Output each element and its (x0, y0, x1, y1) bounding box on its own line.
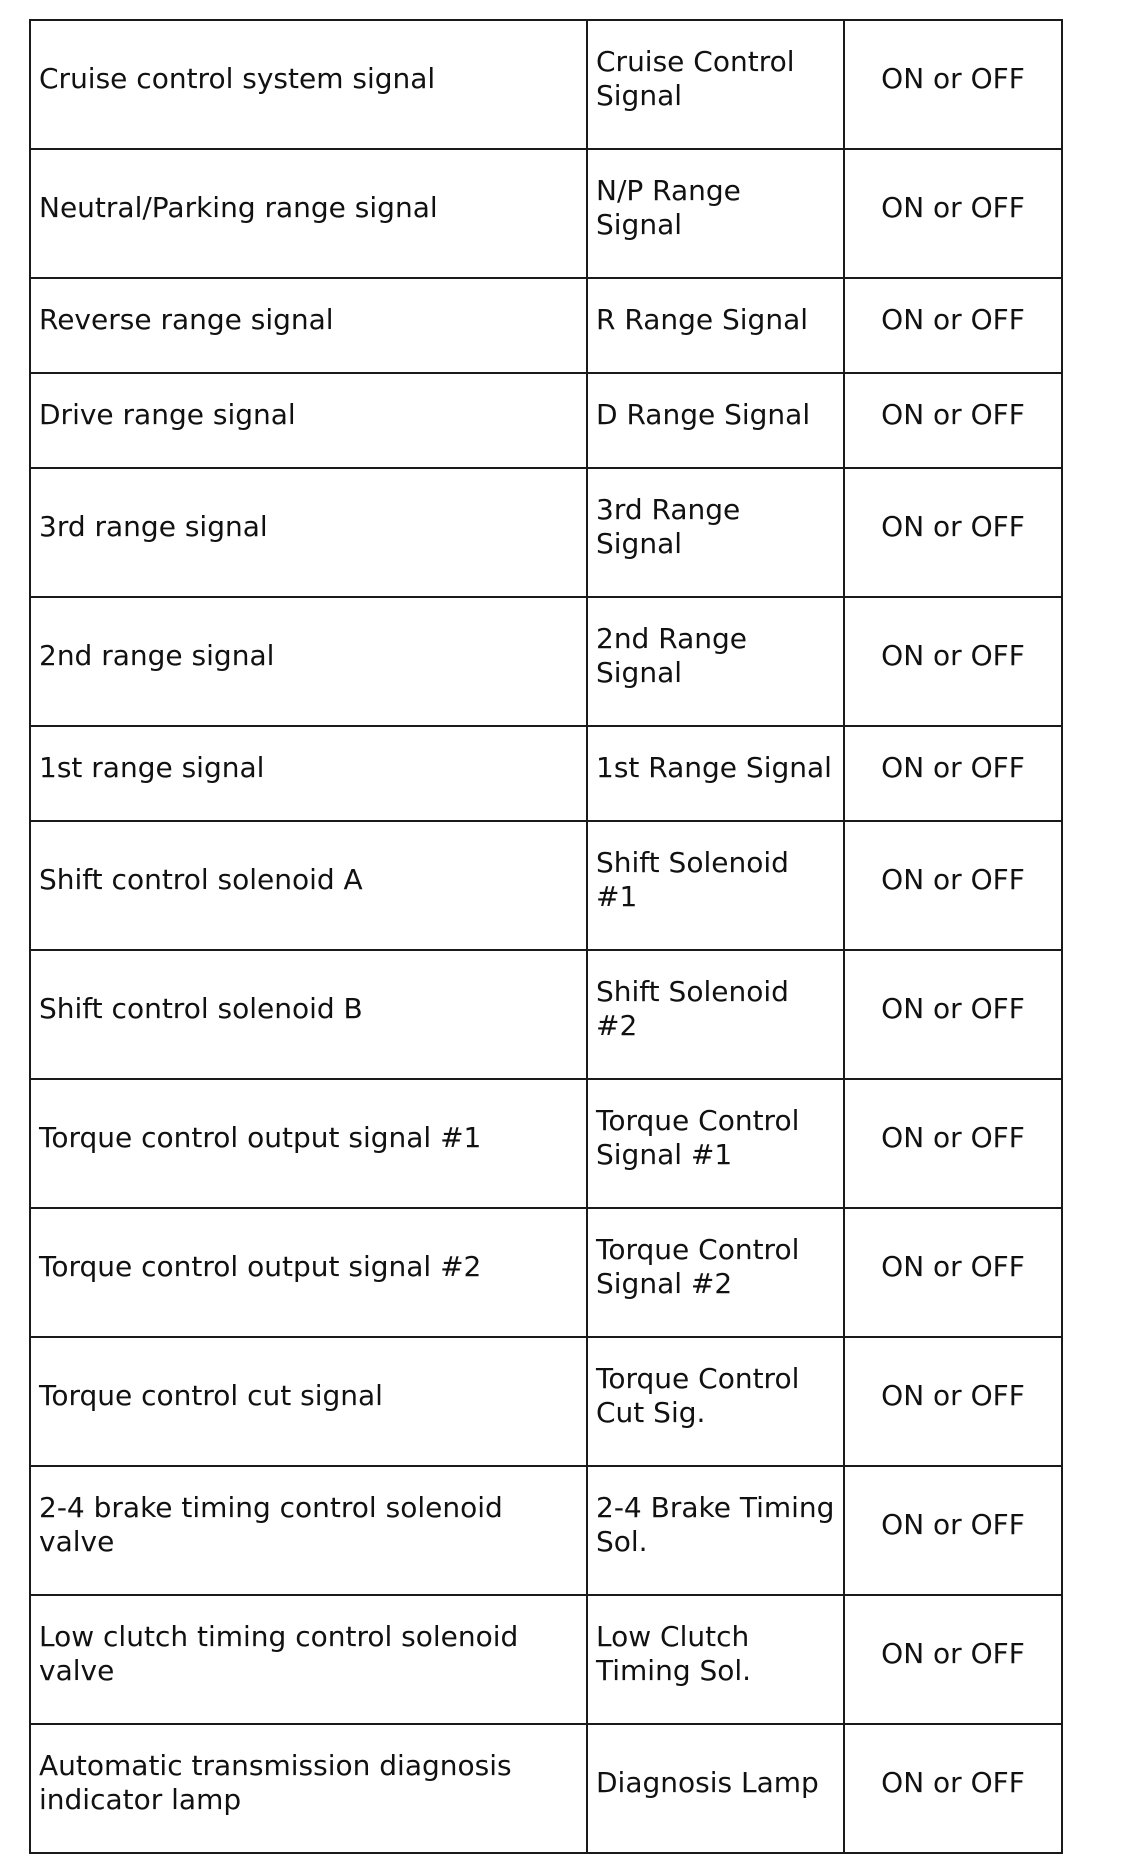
item-cell: Torque Control Signal #1 (587, 1079, 844, 1208)
value-cell: ON or OFF (844, 149, 1062, 278)
item-cell: Torque Control Signal #2 (587, 1208, 844, 1337)
table-row (30, 20, 1062, 149)
description-cell: Shift control solenoid A (30, 821, 587, 950)
item-cell: N/P Range Signal (587, 149, 844, 278)
value-cell: ON or OFF (844, 597, 1062, 726)
value-cell: ON or OFF (844, 950, 1062, 1079)
description-cell: 3rd range signal (30, 468, 587, 597)
item-cell: Cruise Control Signal (587, 20, 844, 149)
description-cell: Torque control cut signal (30, 1337, 587, 1466)
table-row (30, 1724, 1062, 1853)
table-row (30, 1466, 1062, 1595)
table-row (30, 1595, 1062, 1724)
item-cell: Torque Control Cut Sig. (587, 1337, 844, 1466)
description-cell: Neutral/Parking range signal (30, 149, 587, 278)
item-cell: D Range Signal (587, 373, 844, 468)
item-cell: Diagnosis Lamp (587, 1724, 844, 1853)
description-cell: Automatic transmission diagnosis indicator lamp (30, 1724, 587, 1853)
value-cell: ON or OFF (844, 1466, 1062, 1595)
table-row (30, 468, 1062, 597)
table-row (30, 1208, 1062, 1337)
table-row (30, 1337, 1062, 1466)
description-cell: Cruise control system signal (30, 20, 587, 149)
description-cell: 2nd range signal (30, 597, 587, 726)
table-row (30, 950, 1062, 1079)
item-cell: 2nd Range Signal (587, 597, 844, 726)
item-cell: 3rd Range Signal (587, 468, 844, 597)
description-cell: 2-4 brake timing control solenoid valve (30, 1466, 587, 1595)
description-cell: Drive range signal (30, 373, 587, 468)
table-row (30, 373, 1062, 468)
value-cell: ON or OFF (844, 373, 1062, 468)
value-cell: ON or OFF (844, 1337, 1062, 1466)
value-cell: ON or OFF (844, 726, 1062, 821)
description-cell: Low clutch timing control solenoid valve (30, 1595, 587, 1724)
signal-table (29, 19, 1063, 1854)
table-row (30, 149, 1062, 278)
item-cell: Shift Solenoid #1 (587, 821, 844, 950)
item-cell: Shift Solenoid #2 (587, 950, 844, 1079)
value-cell: ON or OFF (844, 1724, 1062, 1853)
table-row (30, 726, 1062, 821)
value-cell: ON or OFF (844, 278, 1062, 373)
table-row (30, 278, 1062, 373)
value-cell: ON or OFF (844, 20, 1062, 149)
item-cell: Low Clutch Timing Sol. (587, 1595, 844, 1724)
description-cell: Reverse range signal (30, 278, 587, 373)
description-cell: Shift control solenoid B (30, 950, 587, 1079)
item-cell: 2-4 Brake Timing Sol. (587, 1466, 844, 1595)
item-cell: R Range Signal (587, 278, 844, 373)
table-row (30, 597, 1062, 726)
table-row (30, 1079, 1062, 1208)
value-cell: ON or OFF (844, 821, 1062, 950)
value-cell: ON or OFF (844, 1595, 1062, 1724)
value-cell: ON or OFF (844, 468, 1062, 597)
item-cell: 1st Range Signal (587, 726, 844, 821)
description-cell: Torque control output signal #1 (30, 1079, 587, 1208)
value-cell: ON or OFF (844, 1208, 1062, 1337)
value-cell: ON or OFF (844, 1079, 1062, 1208)
description-cell: Torque control output signal #2 (30, 1208, 587, 1337)
table-row (30, 821, 1062, 950)
description-cell: 1st range signal (30, 726, 587, 821)
